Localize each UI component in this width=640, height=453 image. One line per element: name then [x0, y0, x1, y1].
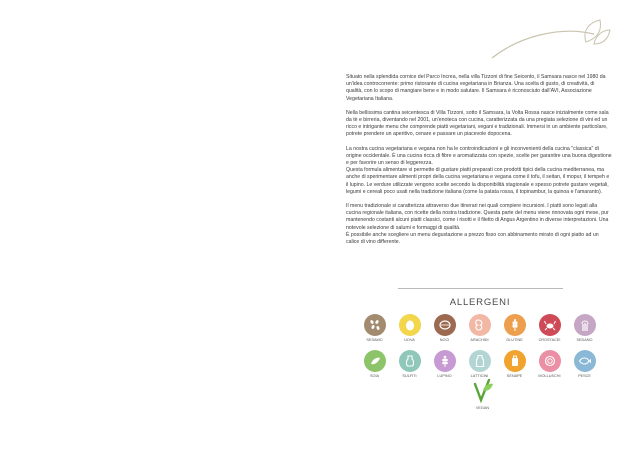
- milk-icon: [469, 350, 491, 372]
- allergen-label: UOVA: [404, 338, 415, 342]
- mustard-icon: [504, 350, 526, 372]
- sulphite-icon: [399, 350, 421, 372]
- allergen-uova: [392, 314, 427, 342]
- paragraph-tasting-menu: È possibile anche scegliere un menu degustazione a prezzo fisso con abbinamento mirato di ogni piatto ad un calice di vino differente.: [346, 231, 599, 246]
- allergen-label: SOIA: [369, 374, 380, 378]
- peanut-icon: [469, 314, 491, 336]
- allergen-label: PESCE: [578, 374, 591, 378]
- allergen-noci: [427, 314, 462, 342]
- egg-icon: [399, 314, 421, 336]
- allergen-label: SESAMO: [366, 338, 383, 342]
- allergen-label: SEDANO: [576, 338, 593, 342]
- paragraph-history: Situato nella splendida cornice del Parco Increa, nella villa Tizzoni di fine Seicento, il Samsara nasce nel 1980 da un'idea controcorrente: primo ristorante di cucina vegetariana in Brianza. Una scelta di gusto, di creatività, di qualità, con lo scopo di mangiare bene e in modo salutare. Il Samsara è riconosciuto dall'AVI, Associazione Vegetariana Italiana.: [346, 74, 606, 102]
- decorative-leaf-icon: [490, 18, 612, 62]
- allergen-sesamo: [357, 314, 392, 342]
- celery-icon: [574, 314, 596, 336]
- allergen-pesce: [567, 350, 602, 378]
- allergen-label: CROSTACEI: [538, 338, 561, 342]
- allergen-label: ARACHIDI: [470, 338, 489, 342]
- allergen-label: LUPINO: [437, 374, 452, 378]
- crab-icon: [539, 314, 561, 336]
- nut-icon: [434, 314, 456, 336]
- allergens-row-3: [465, 378, 500, 410]
- allergen-label: VEGAN: [475, 406, 490, 410]
- allergen-arachidi: [462, 314, 497, 342]
- allergen-lupino: [427, 350, 462, 378]
- snail-icon: [539, 350, 561, 372]
- allergen-crostacei: [532, 314, 567, 342]
- allergens-row-1: [357, 314, 602, 342]
- allergen-label: MOLLUSCHI: [538, 374, 561, 378]
- soy-icon: [364, 350, 386, 372]
- allergen-latticini: [462, 350, 497, 378]
- fish-icon: [574, 350, 596, 372]
- allergen-label: LATTICINI: [470, 374, 489, 378]
- allergen-sulfiti: [392, 350, 427, 378]
- allergen-glutine: [497, 314, 532, 342]
- wheat-icon: [504, 314, 526, 336]
- sesame-icon: [364, 314, 386, 336]
- section-divider: [398, 288, 563, 289]
- allergen-sedano: [567, 314, 602, 342]
- lupin-icon: [434, 350, 456, 372]
- allergens-row-2: [357, 350, 602, 378]
- allergen-molluschi: [532, 350, 567, 378]
- allergen-label: GLUTINE: [506, 338, 523, 342]
- allergen-label: SULFITI: [402, 374, 417, 378]
- intro-text: [346, 74, 612, 253]
- paragraph-volta-rossa: Nella bellissima cantina seicentesca di Villa Tizzoni, sotto il Samsara, la Volta Rossa nasce inizialmente come sala da tè e birreria, diventando nel 2001, un'enoteca con cucina, caratterizzata da una pregiata selezione di vini ed un ricco e intrigante menu che comprende piatti vegetariani, vegani e tradizionali. Immersi in un ambiente particolare, potrete prendere un aperitivo, cenare e passare un piacevole dopocena.: [346, 109, 609, 138]
- allergen-label: NOCI: [439, 338, 450, 342]
- paragraph-traditional-menu: Il menu tradizionale si caratterizza attraverso due itinerari nei quali compiere incursioni. I piatti sono legati alla cucina regionale italiana, con ricette della nostra tradizione. Questa parte del menu viene rinnovata ogni mese, pur mantenendo costanti alcuni piatti classici, come i risotti e il filetto di Angus Argentino in diverse interpretazioni. Una notevole selezione di salumi e formaggi di qualità.: [346, 203, 609, 231]
- vegan-leaf-icon: [470, 378, 496, 404]
- allergen-label: SENAPE: [506, 374, 523, 378]
- paragraph-cuisine: La nostra cucina vegetariana e vegana non ha le controindicazioni e gli inconvenienti della cucina "classica" di origine occidentale. È una cucina ricca di fibre e aromatizzata con spezie, scelte per garantire una buona digestione e per favorire un senso di leggerezza.: [346, 145, 612, 167]
- allergen-vegan: [465, 378, 500, 410]
- allergen-senape: [497, 350, 532, 378]
- allergens-title: ALLERGENI: [449, 297, 511, 308]
- allergen-soia: [357, 350, 392, 378]
- paragraph-formula: Questa formula alimentare vi permette di gustare piatti preparati con prodotti tipici della cucina mediterranea, ma anche di sperimentare alimenti propri della cucina vegetariana e vegana come il tofu, il seitan, il mopur, il tempeh e il lupino. Le verdure utilizzate vengono scelte secondo la disponibilità stagionale e spesso potrete gustare vegetali, legumi e cereali poco usati nella tradizione italiana (come la patata rossa, il topinambur, la quinoa e l'amaranto).: [346, 167, 610, 195]
